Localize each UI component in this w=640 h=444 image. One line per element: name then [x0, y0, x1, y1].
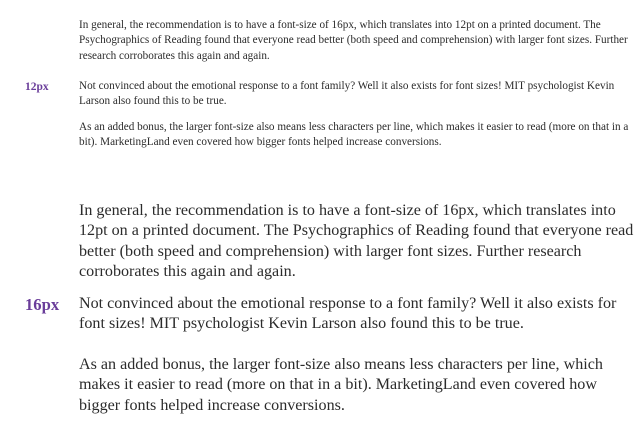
size-label-12px: 12px	[25, 81, 49, 93]
paragraph-12px-3: As an added bonus, the larger font-size also means less characters per line, which makes it easier to read (more on that in a bit). MarketingLand even covered how bigger fonts helped increase conversions.	[79, 121, 629, 149]
paragraph-16px-3: As an added bonus, the larger font-size also means less characters per line, which makes it easier to read (more on that in a bit). MarketingLand even covered how bigger fonts helped increase conversions.	[79, 356, 603, 414]
paragraph-12px-2: Not convinced about the emotional response to a font family? Well it also exists for font sizes! MIT psychologist Kevin Larson also found this to be true.	[79, 80, 615, 108]
size-label-16px: 16px	[25, 295, 60, 314]
paragraph-12px-1: In general, the recommendation is to have a font-size of 16px, which translates into 12pt on a printed document. The Psychographics of Reading found that everyone read better (both speed and comprehension) with larger font sizes. Further research corroborates this again and again.	[79, 19, 628, 62]
paragraph-16px-2: Not convinced about the emotional response to a font family? Well it also exists for font sizes! MIT psychologist Kevin Larson also found this to be true.	[79, 295, 617, 333]
paragraph-16px-1: In general, the recommendation is to have a font-size of 16px, which translates into 12pt on a printed document. The Psychographics of Reading found that everyone read better (both speed and comprehension) with larger font sizes. Further research corroborates this again and again.	[79, 202, 634, 280]
